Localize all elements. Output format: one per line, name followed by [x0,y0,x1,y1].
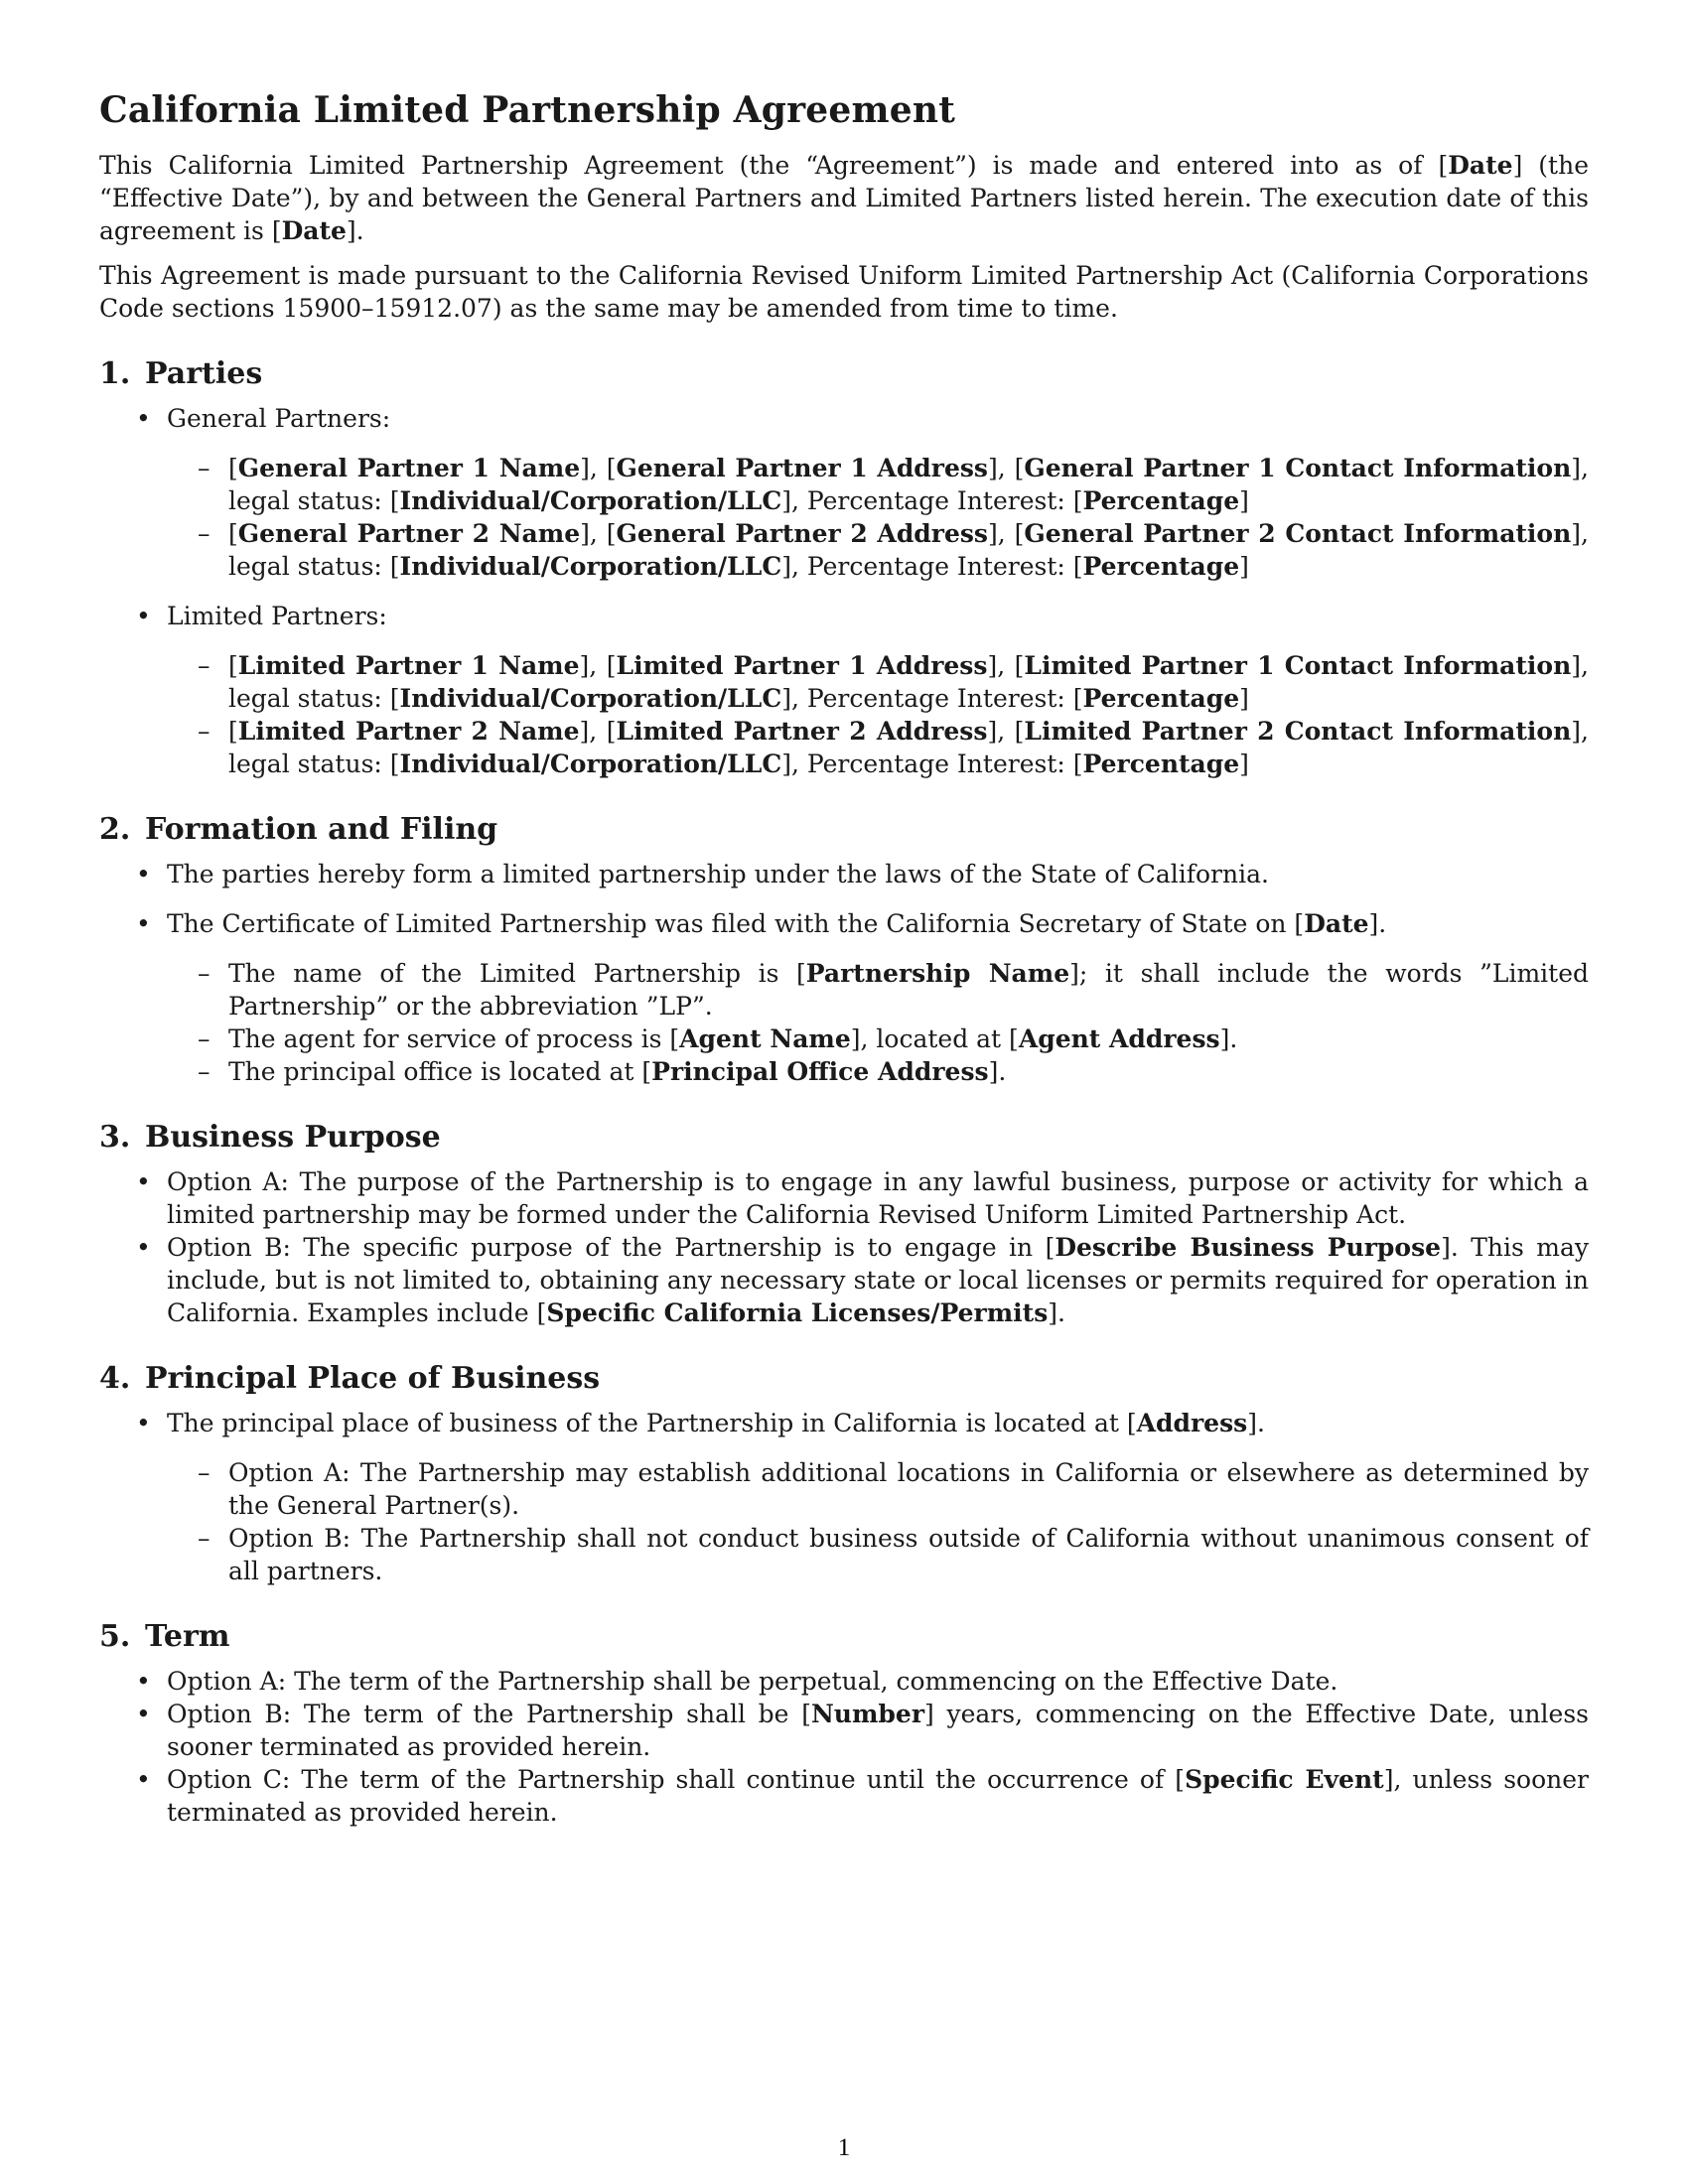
limited-partner-entry: – [Limited Partner 2 Name], [Limited Partner 2 Address], [Limited Partner 2 Contact Information], legal status: [Individual/Corporation/LLC], Percentage Interest: [Percentage] [167,715,1589,780]
general-partner-entry: – [General Partner 1 Name], [General Partner 1 Address], [General Partner 1 Contact Information], legal status: [Individual/Corporation/LLC], Percentage Interest: [Percentage] [167,452,1589,517]
page-number: 1 [837,2134,851,2161]
general-partner-entry: – [General Partner 2 Name], [General Partner 2 Address], [General Partner 2 Contact Information], legal status: [Individual/Corporation/LLC], Percentage Interest: [Percentage] [167,517,1589,583]
section-heading-formation: 2. Formation and Filing [99,812,498,847]
list-item: • Option A: The purpose of the Partnership is to engage in any lawful business, purpose or activity for which a limited partnership may be formed under the California Revised Uniform Limited Partnership Act. [99,1165,1589,1231]
list-item: – The agent for service of process is [Agent Name], located at [Agent Address]. [167,1023,1589,1055]
intro-paragraph-2: This Agreement is made pursuant to the California Revised Uniform Limited Partnership Act (California Corporations Code sections 15900–15912.07) as the same may be amended from time to time. [99,261,1589,323]
limited-partners-item: • Limited Partners: – [Limited Partner 1 Name], [Limited Partner 1 Address], [Limited Partner 1 Contact Information], legal status: [Individual/Corporation/LLC], Percentage Interest: [Percentage] – [Limited Partner 2 Name], [Limited Partner 2 Address], [Limited Partner 2 Contact Information], legal status: [Individual/Corporation/LLC], Percentage Interest: [Percentage] [99,600,1589,780]
principal-place-list [99,1407,1589,1587]
list-item: • The principal place of business of the Partnership in California is located at [Address]. – Option A: The Partnership may establish additional locations in California or elsewhere as determined by the General Partner(s). – Option B: The Partnership shall not conduct business outside of California without unanimous consent of all partners. [99,1407,1589,1587]
list-item: • Option B: The term of the Partnership shall be [Number] years, commencing on the Effective Date, unless sooner terminated as provided herein. [99,1698,1589,1763]
business-purpose-list [99,1165,1589,1329]
general-partners-item: • General Partners: – [General Partner 1 Name], [General Partner 1 Address], [General Partner 1 Contact Information], legal status: [Individual/Corporation/LLC], Percentage Interest: [Percentage] – [General Partner 2 Name], [General Partner 2 Address], [General Partner 2 Contact Information], legal status: [Individual/Corporation/LLC], Percentage Interest: [Percentage] [99,402,1589,583]
intro-paragraph-1: This California Limited Partnership Agreement (the “Agreement”) is made and entered into as of [Date] (the “Effective Date”), by and between the General Partners and Limited Partners listed herein. The execution date of this agreement is [Date]. [99,151,1589,245]
list-item: • Option B: The specific purpose of the Partnership is to engage in [Describe Business Purpose]. This may include, but is not limited to, obtaining any necessary state or local licenses or permits required for operation in California. Examples include [Specific California Licenses/Permits]. [99,1231,1589,1329]
list-item: • The Certificate of Limited Partnership was filed with the California Secretary of State on [Date]. – The name of the Limited Partnership is [Partnership Name]; it shall include the words ”Limited Partnership” or the abbreviation ”LP”. – The agent for service of process is [Agent Name], located at [Agent Address]. – The principal office is located at [Principal Office Address]. [99,907,1589,1088]
term-list [99,1665,1589,1829]
execution-date-placeholder: Date [281,216,347,245]
list-item: – Option A: The Partnership may establish additional locations in California or elsewhere as determined by the General Partner(s). [167,1456,1589,1522]
list-item: • The parties hereby form a limited partnership under the laws of the State of California. [99,858,1589,890]
list-item: • Option A: The term of the Partnership shall be perpetual, commencing on the Effective Date. [99,1665,1589,1698]
document-title: California Limited Partnership Agreement [99,89,956,131]
list-item: – Option B: The Partnership shall not conduct business outside of California without unanimous consent of all partners. [167,1522,1589,1587]
section-heading-term: 5. Term [99,1619,230,1654]
formation-list [99,858,1589,1088]
list-item: – The principal office is located at [Principal Office Address]. [167,1055,1589,1088]
general-partners-sublist [167,452,1589,583]
section-heading-business-purpose: 3. Business Purpose [99,1120,441,1155]
section-heading-parties: 1. Parties [99,356,263,391]
list-item: • Option C: The term of the Partnership shall continue until the occurrence of [Specific Event], unless sooner terminated as provided herein. [99,1763,1589,1829]
section-heading-principal-place: 4. Principal Place of Business [99,1361,601,1396]
effective-date-placeholder: Date [1448,151,1513,180]
limited-partners-sublist [167,649,1589,780]
principal-place-sublist [167,1456,1589,1587]
list-item: – The name of the Limited Partnership is [Partnership Name]; it shall include the words ”Limited Partnership” or the abbreviation ”LP”. [167,957,1589,1023]
limited-partner-entry: – [Limited Partner 1 Name], [Limited Partner 1 Address], [Limited Partner 1 Contact Information], legal status: [Individual/Corporation/LLC], Percentage Interest: [Percentage] [167,649,1589,715]
parties-list [99,402,1589,780]
formation-sublist [167,957,1589,1088]
